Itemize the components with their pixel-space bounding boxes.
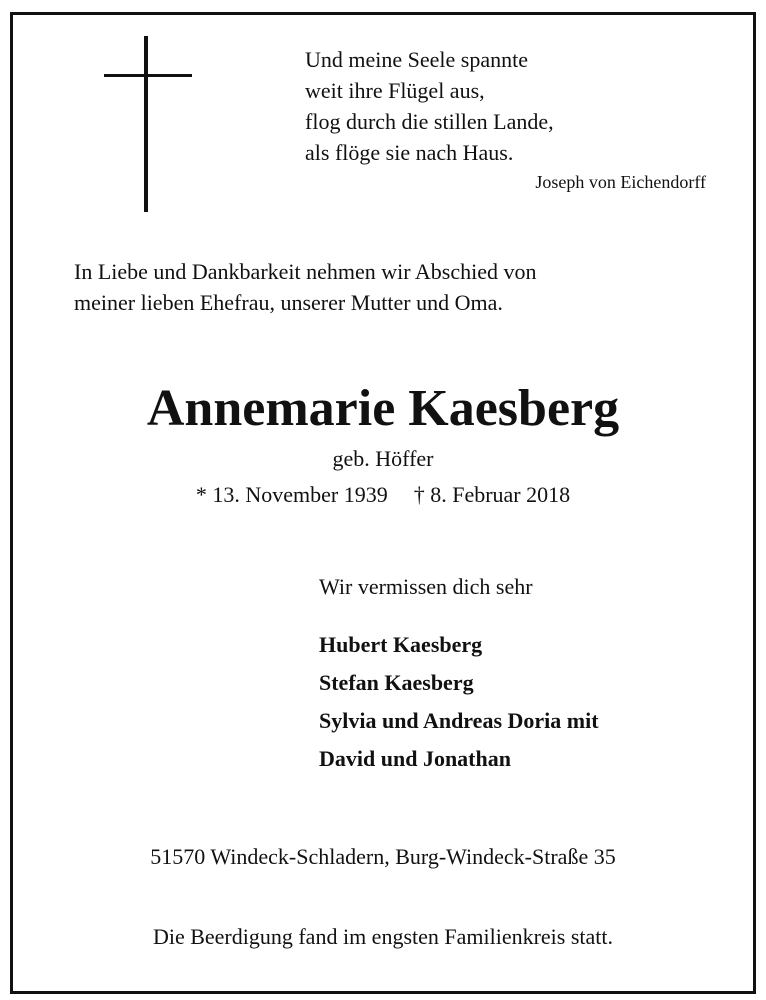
- life-dates: [0, 480, 766, 510]
- cross-vertical-bar: [144, 36, 148, 212]
- intro-line: In Liebe und Dankbarkeit nehmen wir Abschied von: [74, 259, 537, 284]
- mourner-name: Sylvia und Andreas Doria mit: [319, 708, 599, 733]
- cross-horizontal-bar: [104, 74, 192, 77]
- death-date: † 8. Februar 2018: [413, 482, 571, 507]
- intro-text: [74, 256, 694, 318]
- mourner-name: David und Jonathan: [319, 746, 511, 771]
- birth-date: * 13. November 1939: [195, 482, 388, 507]
- farewell-message: Wir vermissen dich sehr: [319, 574, 533, 599]
- poem-author: Joseph von Eichendorff: [535, 172, 706, 192]
- family-address: 51570 Windeck-Schladern, Burg-Windeck-Straße 35: [150, 844, 616, 869]
- mourner-name: Hubert Kaesberg: [319, 632, 483, 657]
- poem-line: als flöge sie nach Haus.: [305, 140, 514, 165]
- poem-verse: [305, 44, 705, 168]
- poem-line: Und meine Seele spannte: [305, 47, 528, 72]
- poem-line: flog durch die stillen Lande,: [305, 109, 554, 134]
- maiden-name: geb. Höffer: [332, 446, 434, 471]
- deceased-name: Annemarie Kaesberg: [146, 380, 620, 437]
- mourner-name: Stefan Kaesberg: [319, 670, 474, 695]
- funeral-note: Die Beerdigung fand im engsten Familienkreis statt.: [152, 924, 614, 949]
- poem-line: weit ihre Flügel aus,: [305, 78, 485, 103]
- mourners-list: [319, 626, 599, 778]
- intro-line: meiner lieben Ehefrau, unserer Mutter und Oma.: [74, 290, 503, 315]
